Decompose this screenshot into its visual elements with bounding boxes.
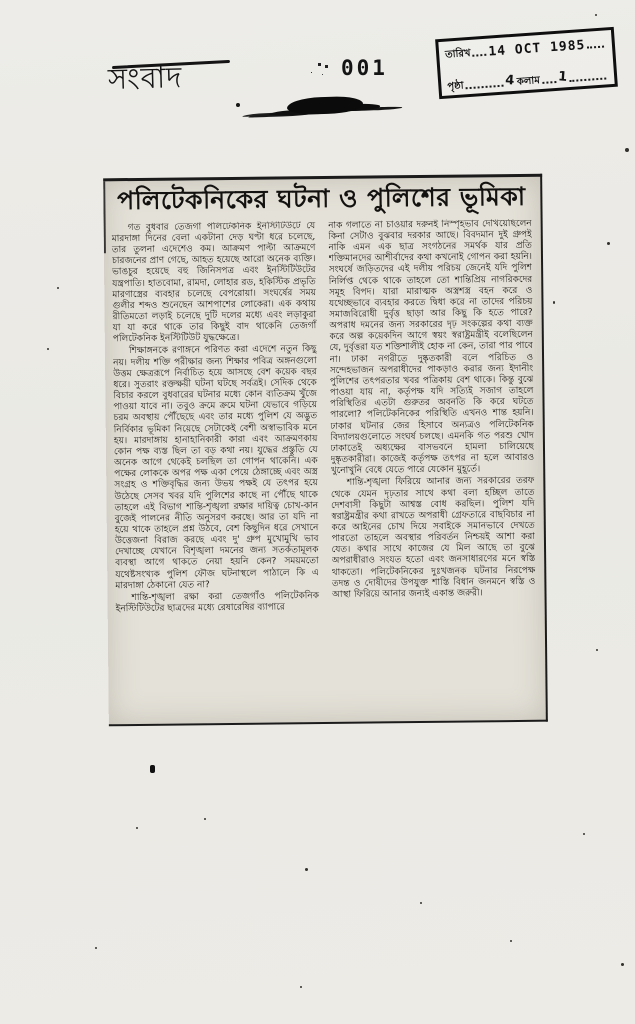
- noise-speck: [510, 940, 512, 942]
- article-paragraph: শান্তি-শৃঙ্খলা ফিরিয়ে আনার জন্য সরকারের তরফ থেকে যেমন দৃঢ়তার সাথে কথা বলা হচ্ছিল তাতে দেশবাসী কিছুটা আশ্বস্ত বোধ করছিল। পুলিশ যদি স্বরাষ্ট্রমন্ত্রীর কথা রাখতে অপরাধী গ্রেফতারে বাছবিচার না করে আইনের চোখ দিয়ে সবাইকে সমানভাবে দেখতে পারতো তাহলে অবস্থার পরিবর্তন নিশ্চয়ই আশা করা যেত। কথার সাথে কাজের যে মিল আছে তা বুঝে অপরাধীরাও সংযত হতো এবং জনসাধারণের মনে স্বস্তি থাকতো। পলিটেকনিকের দুঃখজনক ঘটনার নিরপেক্ষ তদন্ত ও দোষীদের উপযুক্ত শাস্তি বিধান জনমনে স্বস্তি ও আস্থা ফিরিয়ে আনার জন্যই একান্ত জরুরী।: [330, 476, 536, 600]
- article-paragraph: নাক গলাতে না চাওয়ার দরুনই নিস্পৃহভাব দেখিয়েছিলেন কিনা সেটাও বুঝবার দরকার আছে। বিবদমান দুই গ্রুপই নাকি এমন এক ছাত্র সংগঠনের সমর্থক যার প্রতি শক্তিমানদের আশীর্বাদের কথা কখনোই গোপন করা হয়নি। সংঘর্ষে জড়িতদের এই দলীয় পরিচয় জেনেই যদি পুলিশ নির্লিপ্ত থেকে থাকে তাহলে তো শান্তিপ্রিয় নাগরিকদের সমূহ বিপদ। যারা মারাত্মক অস্ত্রশস্ত্র বহন করে ও যথেচ্ছভাবে ব্যবহার করতে দ্বিধা করে না তাদের পরিচয় সমাজবিরোধী দুর্বৃত্ত ছাড়া আর কিছু কি হতে পারে? অপরাধ দমনের জন্য সরকারের দৃঢ় সংকল্পের কথা ব্যক্ত করে অল্প কয়েকদিন আগে স্বয়ং স্বরাষ্ট্রমন্ত্রীই বলেছিলেন যে, দুর্বৃত্তরা যত শক্তিশালীই হোক না কেন, তারা পার পাবে না। ঢাকা নগরীতে দুষ্কৃতকারী বলে পরিচিত ও সন্দেহভাজন অপরাধীদের পাকড়াও করার জন্য ইদানীং পুলিশের তৎপরতার খবর পত্রিকায় বেশ থাকে। কিন্তু বুঝে পাওয়া যায় না, কর্তৃপক্ষ যদি সত্যিই সজাগ তাহলে পরিস্থিতির এতটা গুরুতর অবনতি কি করে ঘটতে পারলো? পলিটেকনিকের পরিস্থিতি এখনও শান্ত হয়নি। ঢাকার ঘটনার জের হিসাবে অন্যত্রও পলিটেকনিক বিদ্যালয়গুলোতে সংঘর্ষ চলছে। এমনকি গত পরশু খোদ ঢাকাতেই অধ্যক্ষের বাসভবনে হামলা চালিয়েছে দুষ্কৃতকারীরা। কাজেই কর্তৃপক্ষ তৎপর না হলে আবারও খুনোখুনি বেধে যেতে পারে যেকোন মুহূর্তে।: [328, 218, 535, 477]
- stamp-column-value: 1: [557, 69, 568, 85]
- noise-speck: [136, 827, 138, 829]
- stamp-date-value: 14 OCT 1985: [487, 37, 586, 60]
- article-column-left: [112, 221, 321, 719]
- stamp-page-row: [447, 66, 609, 92]
- noise-speck: [596, 649, 598, 651]
- noise-speck: [607, 242, 610, 245]
- noise-speck: [625, 148, 629, 152]
- stamp-date-label: তারিখ: [444, 47, 471, 61]
- dotted-leader: [473, 54, 487, 57]
- dotted-leader: [542, 81, 556, 84]
- noise-speck: [621, 963, 624, 966]
- article-column-right: [328, 219, 537, 717]
- handwritten-note: সংবাদ: [107, 60, 183, 96]
- dotted-leader: [569, 77, 606, 82]
- noise-speck: [95, 947, 97, 949]
- noise-speck: [583, 833, 585, 835]
- article-paragraph: শিক্ষাঙ্গনকে রণাঙ্গনে পরিণত করা এদেশে নতুন কিছু নয়। দলীয় শক্তি পরীক্ষার জন্য শিক্ষার পবিত্র অঙ্গনগুলো উত্তম ক্ষেত্ররূপে নির্বাচিত হয়ে আসছে বেশ কয়েক বছর ধরে। সুতরাং রক্তক্ষয়ী ঘটনা ঘটছে সর্বত্রই। সেদিক থেকে বিচার করলে বুধবারের ঘটনার মধ্যে কোন ব্যতিক্রম খুঁজে পাওয়া যাবে না। তবুও ক্রমে ক্রমে ঘটনা যেভাবে গড়িয়ে চরম অবস্থায় পৌঁছেছে এবং তার মধ্যে পুলিশ যে অদ্ভুত নির্বিকার ভূমিকা নিয়েছে সেটাকেই বেশী অস্বাভাবিক মনে হয়। মারদাঙ্গায় হানাহানিকারী কারা এবং আক্রমণকায় কোন পক্ষ ব্যস্ত ছিল তা বড় কথা নয়। যুদ্ধের প্রস্তুতি যে অনেক আগে থেকেই চলছিল তা গোপন থাকেনি। এক পক্ষের লোককে অপর পক্ষ একা পেয়ে ঠেঙ্গাচ্ছে এবং অস্ত্র সংগ্রহ ও শক্তিবৃদ্ধির জন্য উভয় পক্ষই যে তৎপর হয়ে উঠেছে সেসব খবর যদি পুলিশের কাছে না পৌঁছে থাকে তাহলে এই বিভাগ শান্তি-শৃঙ্খলা রক্ষার দায়িত্ব চোখ-কান বুজেই পালনের নীতি অনুসরণ করছে। আর তা যদি না হয়ে থাকে তাহলে প্রশ্ন উঠবে, বেশ কিছুদিন ধরে সেখানে উত্তেজনা বিরাজ করছে এবং দু' গ্রুপ মুখোমুখি ভাব দেখাচ্ছে যেখানে বিশৃঙ্খলা দমনের জন্য সতর্কতামূলক ব্যবস্থা আগে থাকতে নেয়া হয়নি কেন? সময়মতো যথেষ্টসংখ্যক পুলিশ ফৌজ ঘটনাস্থলে পাঠালে কি এ মারদাঙ্গা ঠেকানো যেত না?: [113, 344, 319, 591]
- stamp-date-row: [445, 34, 607, 60]
- stamp-page-label: পৃষ্ঠা: [447, 80, 465, 93]
- article-columns: [112, 219, 537, 720]
- noise-speck: [57, 287, 59, 289]
- article-headline: পলিটেকনিকের ঘটনা ও পুলিশের ভূমিকা: [116, 181, 526, 216]
- ink-blot: [287, 96, 364, 116]
- stamp-page-value: 4: [504, 72, 515, 89]
- noise-speck: [553, 301, 555, 304]
- document-number-stamp: 001: [341, 56, 388, 80]
- ink-dots: [318, 63, 321, 66]
- noise-speck: [236, 103, 240, 107]
- article-paragraph: শান্তি-শৃঙ্খলা রক্ষা করা তেজগাঁও পলিটেকনিক ইনস্টিটিউটের ছাত্রদের মধ্যে রেষারেষির ব্যাপারে: [115, 590, 320, 615]
- noise-speck: [300, 986, 302, 988]
- dotted-leader: [466, 85, 503, 90]
- noise-speck: [150, 765, 155, 773]
- noise-speck: [420, 902, 422, 904]
- noise-speck: [305, 868, 308, 871]
- article-paragraph: গত বুধবার তেজগাঁ পলিটেকনিক ইনস্টিটিউটে যে মারদাঙ্গা দিনের বেলা একটানা দেড় ঘণ্টা ধরে চলেছে, তার তুলনা এদেশেও কম। আক্রমণ পাল্টা আক্রমণে চারজনের প্রাণ গেছে, আহত হয়েছে আরো অনেক ব্যক্তি। ভাঙচুর হয়েছে বহু জিনিসপত্র এবং ইনস্টিটিউটের যন্ত্রপাতি। হাতবোমা, রামদা, লোহার রড, হকিস্টিক প্রভৃতি মারণাস্ত্রের ব্যবহার চলেছে বেপরোয়া। সংঘর্ষের সময় গুলীর শব্দও শুনেছেন আশপাশের লোকেরা। এক কথায় রীতিমতো লড়াই চলেছে দুটি দলের মধ্যে এবং লড়াকুরা যা যা করে থাকে তার কিছুই বাদ থাকেনি তেজগাঁ পলিটেকনিক ইনস্টিটিউট যুদ্ধক্ষেত্রে।: [111, 220, 317, 345]
- date-stamp-box: [435, 27, 618, 99]
- newspaper-clipping: [103, 174, 548, 727]
- stamp-column-label: কলাম: [516, 75, 541, 88]
- noise-speck: [47, 348, 49, 350]
- noise-speck: [595, 14, 597, 16]
- noise-speck: [204, 818, 206, 820]
- dotted-leader: [587, 46, 604, 49]
